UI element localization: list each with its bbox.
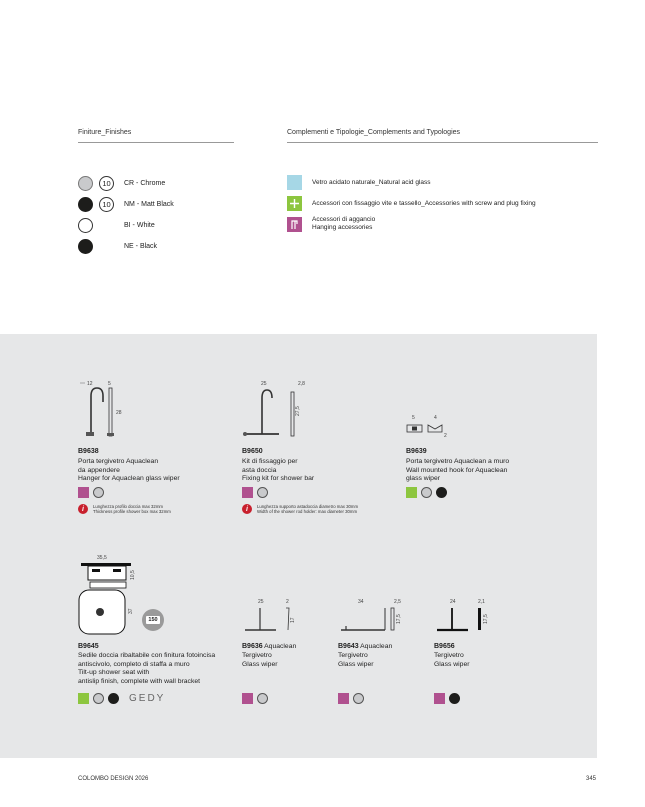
plus-icon [78, 693, 89, 704]
finish-label: NE - Black [124, 242, 158, 250]
complement-glass [287, 175, 431, 190]
dim-width: 25 [258, 599, 264, 605]
b9636-drawing [242, 596, 302, 641]
b9638-note [78, 504, 171, 514]
info-icon: i [78, 504, 88, 514]
note-line: Width of the shower rod holder: max diameter 30mm [257, 509, 358, 515]
finishes-divider [78, 142, 234, 143]
complement-label: Vetro acidato naturale_Natural acid glass [312, 178, 431, 186]
b9638-description [78, 458, 180, 484]
b9639-finishes [406, 487, 447, 498]
b9650-drawing [241, 378, 321, 445]
desc-line: Glass wiper [242, 660, 278, 668]
dim-height: 28 [116, 410, 122, 416]
complements-divider [287, 142, 598, 143]
b9650-description [242, 458, 314, 484]
dim-width: 35,5 [97, 555, 107, 561]
b9639-code: B9639 [406, 448, 427, 455]
chrome-dot [257, 693, 268, 704]
load-capacity-icon [142, 609, 164, 631]
finish-matt-black [78, 196, 174, 212]
chrome-dot [257, 487, 268, 498]
complements-header: Complementi e Tipologie_Complements and Typologies [287, 129, 461, 136]
b9650-finishes [242, 487, 268, 498]
desc-line: Porta tergivetro Aquaclean a muro [406, 458, 510, 465]
desc-line: antislip finish, complete with wall bracket [78, 677, 201, 685]
chrome-dot [93, 487, 104, 498]
dim-depth: 2,5 [394, 599, 401, 605]
finish-label: CR - Chrome [124, 179, 166, 187]
b9656-code: B9656 [434, 643, 455, 650]
complement-label: Accessori con fissaggio vite e tassello_Accessories with screw and plug fixing [312, 199, 536, 207]
chrome-swatch [78, 176, 93, 191]
desc-line: Tergivetro [242, 652, 272, 659]
load-capacity-value: 150 [148, 617, 158, 623]
hook-icon [338, 693, 349, 704]
dim-depth: 5 [108, 381, 111, 387]
dim-depth: 2,1 [478, 599, 485, 605]
note-line: Lunghezza supporto astadoccia diametro max 30mm [257, 504, 359, 509]
b9636-description [242, 652, 278, 669]
dim-width: 25 [261, 381, 267, 387]
complement-label-it: Accessori di aggancio [312, 216, 376, 223]
b9636-finishes [242, 693, 268, 704]
complement-label-en: Hanging accessories [312, 224, 373, 231]
finishes-header: Finiture_Finishes [78, 129, 132, 136]
b9645-description [78, 652, 215, 686]
finish-label: BI - White [124, 221, 155, 229]
desc-line: Tergivetro [338, 652, 368, 659]
code-10-badge: 10 [99, 176, 114, 191]
dim-height: 27,5 [295, 406, 301, 416]
b9636-code: B9636 [242, 643, 263, 650]
dim-width: 12 [87, 381, 93, 387]
b9643-title [338, 643, 392, 652]
chrome-dot [93, 693, 104, 704]
desc-line: Sedile doccia ribaltabile con finitura fotoincisa [78, 652, 216, 659]
dim-depth: 10,5 [130, 570, 136, 580]
b9638-finishes [78, 487, 104, 498]
b9638-drawing [78, 378, 138, 445]
b9638-code: B9638 [78, 448, 99, 455]
hook-icon [242, 487, 253, 498]
hook-icon [242, 693, 253, 704]
b9650-note [242, 504, 358, 514]
desc-line: asta doccia [242, 466, 277, 474]
finish-chrome [78, 175, 165, 191]
b9656-finishes [434, 693, 460, 704]
b9643-drawing [338, 596, 410, 641]
plus-icon [287, 196, 302, 211]
code-10-badge: 10 [99, 197, 114, 212]
desc-line: Fixing kit for shower bar [242, 475, 315, 483]
b9636-title [242, 643, 296, 652]
black-swatch [78, 239, 93, 254]
dim-height: 17 [290, 617, 296, 623]
hook-icon [78, 487, 89, 498]
dim-width: 34 [358, 599, 364, 605]
white-swatch [78, 218, 93, 233]
dim-width: 24 [450, 599, 456, 605]
desc-line: Glass wiper [338, 660, 374, 668]
complement-hanging [287, 216, 375, 232]
desc-line: Wall mounted hook for Aquaclean [406, 466, 508, 474]
b9639-drawing [404, 412, 454, 445]
black-dot [436, 487, 447, 498]
desc-line: Hanger for Aquaclean glass wiper [78, 475, 180, 483]
complement-screw [287, 196, 536, 211]
matt-black-swatch [78, 197, 93, 212]
b9656-description [434, 652, 470, 669]
note-line: Lunghezza profilo doccia max 32mm [93, 504, 163, 509]
gedy-logo: GEDY [129, 693, 166, 704]
b9645-code: B9645 [78, 643, 99, 650]
dim-depth: 2,8 [298, 381, 305, 387]
desc-line: Kit di fissaggio per [242, 458, 298, 465]
plus-icon [406, 487, 417, 498]
b9650-code: B9650 [242, 448, 263, 455]
dim-height: 2 [444, 433, 447, 439]
note-line: Thickness profile shower box max 32mm [93, 509, 171, 515]
page-number: 345 [586, 776, 597, 782]
b9645-finishes [78, 693, 165, 704]
b9639-description [406, 458, 509, 484]
info-icon: i [242, 504, 252, 514]
dim-depth: 4 [434, 415, 437, 421]
b9643-name: Aquaclean [358, 643, 393, 650]
footer-brand: COLOMBO DESIGN 2026 [78, 776, 149, 782]
desc-line: da appendere [78, 466, 120, 474]
desc-line: antiscivolo, completo di staffa a muro [78, 660, 190, 668]
finish-label: NM - Matt Black [124, 200, 174, 208]
dim-height: 17,5 [396, 614, 402, 624]
b9636-name: Aquaclean [262, 643, 297, 650]
glass-icon [287, 175, 302, 190]
b9643-code: B9643 [338, 643, 359, 650]
b9643-finishes [338, 693, 364, 704]
dim-height: 37 [128, 608, 134, 614]
finish-black [78, 238, 157, 254]
finish-white [78, 217, 155, 233]
desc-line: Glass wiper [434, 660, 470, 668]
black-dot [108, 693, 119, 704]
desc-line: Porta tergivetro Aquaclean [78, 458, 159, 465]
dim-width: 5 [412, 415, 415, 421]
dim-height: 17,5 [483, 614, 489, 624]
dim-depth: 2 [286, 599, 289, 605]
hook-icon [434, 693, 445, 704]
desc-line: glass wiper [406, 475, 440, 483]
desc-line: Tilt-up shower seat with [78, 669, 150, 677]
b9656-drawing [434, 596, 498, 641]
black-dot [449, 693, 460, 704]
desc-line: Tergivetro [434, 652, 464, 659]
b9643-description [338, 652, 374, 669]
chrome-dot [421, 487, 432, 498]
chrome-dot [353, 693, 364, 704]
hook-icon [287, 217, 302, 232]
